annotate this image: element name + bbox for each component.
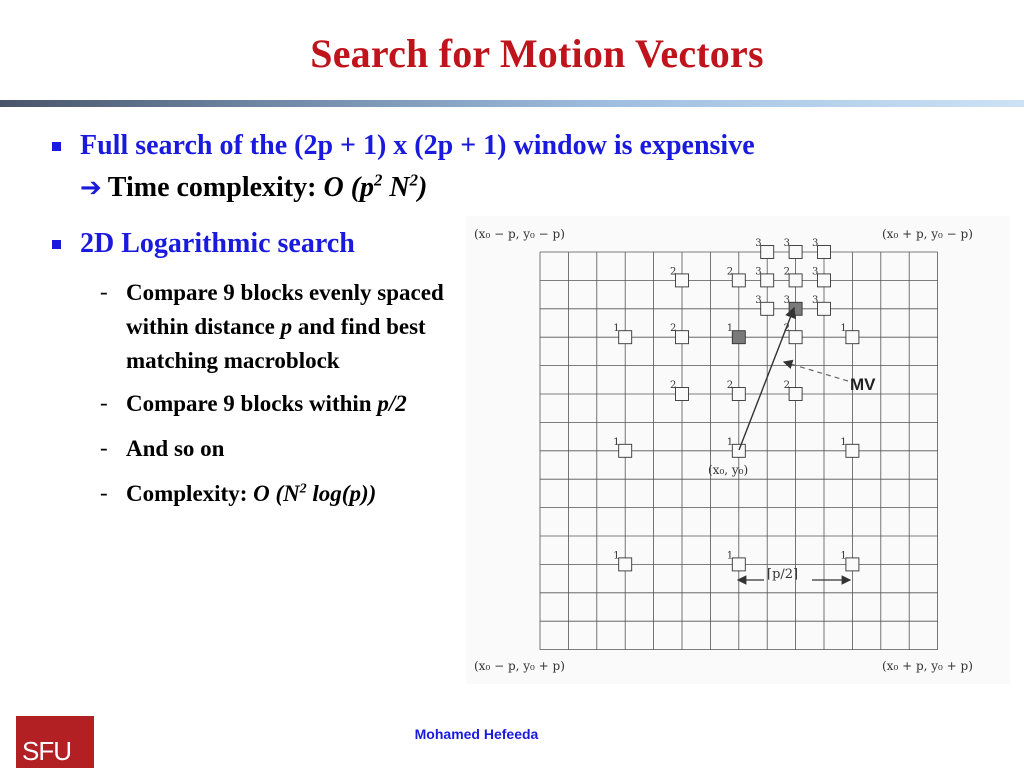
origin-label: (x₀, y₀) bbox=[708, 463, 749, 477]
candidate-block bbox=[619, 444, 632, 457]
candidate-block bbox=[619, 558, 632, 571]
step-number-label: 1 bbox=[840, 436, 847, 448]
dash-marker: - bbox=[100, 480, 108, 505]
step-number-label: 2 bbox=[783, 380, 790, 391]
candidate-block bbox=[761, 246, 774, 259]
candidate-block bbox=[732, 388, 745, 401]
step-number-label: 3 bbox=[812, 294, 819, 306]
best-match-block bbox=[789, 302, 802, 315]
candidate-block bbox=[789, 388, 802, 401]
step-number-label: 2 bbox=[726, 266, 734, 278]
step-number-label: 1 bbox=[613, 550, 620, 562]
candidate-block bbox=[846, 331, 859, 344]
bullet-marker-2 bbox=[52, 240, 61, 249]
sub-bullet-compare-9: Compare 9 blocks evenly spaced within distance p and find best matching macroblock bbox=[126, 280, 444, 373]
corner-label-bottom-right: (x₀ + p, y₀ + p) bbox=[882, 659, 973, 673]
candidate-block bbox=[619, 331, 632, 344]
step-number-label: 1 bbox=[613, 323, 620, 335]
bullet-marker-1 bbox=[52, 142, 61, 151]
title-divider bbox=[0, 100, 1024, 107]
candidate-block bbox=[846, 558, 859, 571]
candidate-block bbox=[789, 274, 802, 287]
candidate-block bbox=[818, 274, 831, 287]
step-number-label: 1 bbox=[726, 550, 734, 562]
candidate-block bbox=[732, 558, 745, 571]
candidate-block bbox=[676, 331, 689, 344]
step-number-label: 1 bbox=[613, 436, 620, 448]
bullet-2d-log-search: 2D Logarithmic search bbox=[80, 228, 355, 259]
mv-label: MV bbox=[850, 375, 876, 394]
candidate-block bbox=[676, 388, 689, 401]
candidate-block bbox=[761, 274, 774, 287]
candidate-block bbox=[732, 274, 745, 287]
corner-label-bottom-left: (x₀ − p, y₀ + p) bbox=[474, 659, 565, 673]
best-match-block bbox=[732, 331, 745, 344]
step-number-label: 1 bbox=[726, 436, 734, 448]
corner-label-top-left: (x₀ − p, y₀ − p) bbox=[474, 227, 565, 241]
step-number-label: 2 bbox=[670, 380, 677, 391]
candidate-block bbox=[732, 444, 745, 457]
search-grid-figure bbox=[466, 216, 1010, 684]
footer-author: Mohamed Hefeeda bbox=[414, 726, 539, 742]
motion-vector-arrow bbox=[739, 308, 794, 450]
log-search-diagram bbox=[466, 216, 1010, 684]
bullet-full-search: Full search of the (2p + 1) x (2p + 1) window is expensive bbox=[80, 130, 755, 161]
step-number-label: 3 bbox=[755, 294, 762, 306]
step-number-label: 3 bbox=[755, 266, 762, 278]
dash-marker: - bbox=[100, 279, 108, 304]
bullet-time-complexity: ➔ Time complexity: O ($p^2$ $N^2$) bbox=[80, 170, 428, 203]
step-number-label: 2 bbox=[670, 323, 677, 335]
candidate-blocks bbox=[613, 238, 859, 571]
candidate-block bbox=[846, 444, 859, 457]
mv-pointer-arrow bbox=[784, 362, 848, 381]
half-p-label: ⌈p/2⌉ bbox=[767, 567, 799, 582]
step-number-label: 1 bbox=[840, 323, 847, 335]
step-number-label: 3 bbox=[783, 238, 790, 249]
candidate-block bbox=[676, 274, 689, 287]
step-number-label: 2 bbox=[670, 266, 677, 278]
candidate-block bbox=[789, 331, 802, 344]
step-number-label: 2 bbox=[726, 380, 734, 391]
step-number-label: 3 bbox=[812, 266, 819, 278]
sub-bullet-complexity: Complexity: O ($N^2$ log(p)) bbox=[126, 480, 377, 506]
step-number-label: 2 bbox=[783, 323, 790, 335]
step-number-label: 3 bbox=[783, 294, 790, 306]
step-number-label: 1 bbox=[726, 323, 734, 335]
candidate-block bbox=[761, 302, 774, 315]
step-number-label: 1 bbox=[840, 550, 847, 562]
candidate-block bbox=[789, 246, 802, 259]
step-number-label: 3 bbox=[812, 238, 819, 249]
candidate-block bbox=[818, 302, 831, 315]
dash-marker: - bbox=[100, 435, 108, 460]
step-number-label: 2 bbox=[783, 266, 790, 278]
sub-bullet-and-so-on: And so on bbox=[126, 436, 225, 461]
sfu-logo-text: SFU bbox=[22, 736, 71, 766]
step-number-label: 3 bbox=[755, 238, 762, 249]
slide-title: Search for Motion Vectors bbox=[310, 31, 764, 76]
dash-marker: - bbox=[100, 390, 108, 415]
right-arrow-icon: ➔ bbox=[80, 173, 102, 203]
candidate-block bbox=[818, 246, 831, 259]
corner-label-top-right: (x₀ + p, y₀ − p) bbox=[882, 227, 973, 241]
sub-bullet-within-half: Compare 9 blocks within p/2 bbox=[126, 391, 407, 416]
